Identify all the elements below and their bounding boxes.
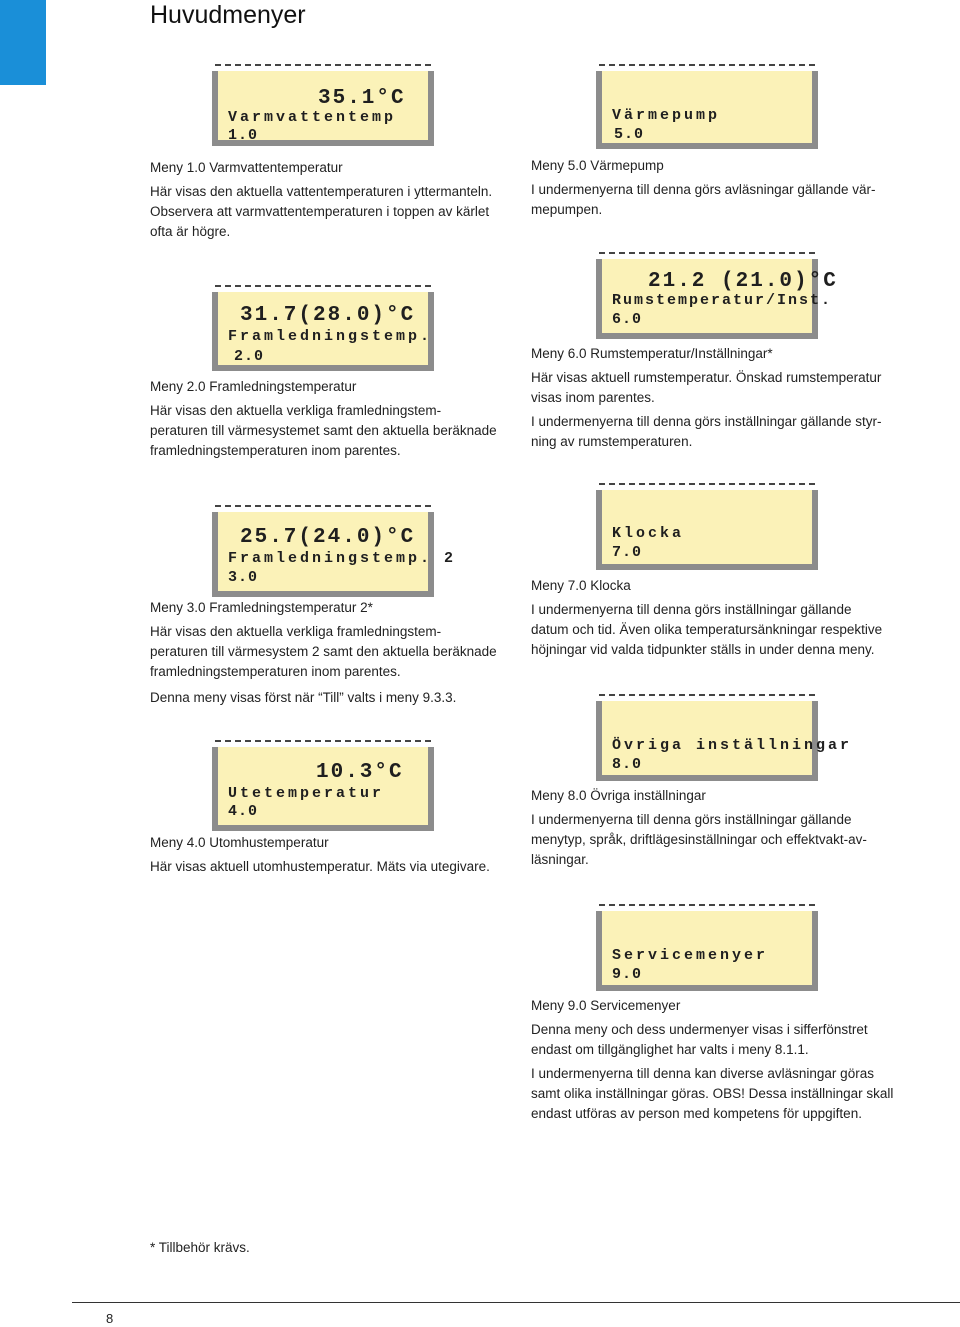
lcd-value: 21.2 (21.0)°C <box>648 270 838 293</box>
lcd-display-menu-3 <box>212 505 457 597</box>
text-line: I undermenyerna till denna görs inställningar gällande <box>531 812 852 827</box>
lcd-dashed-line <box>599 694 815 696</box>
section-menu-9 <box>531 996 931 1124</box>
section-title: Meny 1.0 Varmvattentemperatur <box>150 160 343 175</box>
lcd-menu-number: 8.0 <box>612 756 643 773</box>
lcd-menu-number: 5.0 <box>614 126 645 143</box>
section-title: Meny 9.0 Servicemenyer <box>531 998 681 1013</box>
lcd-display-menu-4 <box>212 740 434 831</box>
text-line: framledningstemperaturen inom parentes. <box>150 443 401 458</box>
section-text <box>150 857 520 877</box>
section-menu-7 <box>531 576 931 660</box>
lcd-label: Klocka <box>612 525 685 542</box>
section-text <box>531 1064 931 1124</box>
lcd-label: Utetemperatur <box>228 785 385 802</box>
text-line: Här visas den aktuella verkliga framledningstem- <box>150 403 442 418</box>
lcd-dashed-line <box>599 904 815 906</box>
lcd-label: Framledningstemp. <box>228 328 433 345</box>
text-line: I undermenyerna till denna kan diverse avläsningar göras <box>531 1066 874 1081</box>
section-menu-4 <box>150 833 520 877</box>
section-text <box>531 600 931 660</box>
lcd-label: Övriga inställningar <box>612 737 853 754</box>
text-line: peraturen till värmesystemet samt den aktuella beräknade <box>150 423 497 438</box>
section-title: Meny 6.0 Rumstemperatur/Inställningar* <box>531 346 773 361</box>
lcd-display-menu-1 <box>212 64 434 146</box>
page-number: 8 <box>106 1311 114 1326</box>
section-menu-3 <box>150 598 520 712</box>
section-menu-2 <box>150 377 520 461</box>
lcd-value: 31.7(28.0)°C <box>240 304 416 327</box>
lcd-menu-number: 2.0 <box>234 348 265 365</box>
lcd-menu-number: 9.0 <box>612 966 643 983</box>
section-text <box>150 182 520 242</box>
section-title: Meny 2.0 Framledningstemperatur <box>150 379 357 394</box>
section-text <box>531 412 931 452</box>
section-menu-5 <box>531 156 931 220</box>
text-line: endast om tillgänglighet har valts i meny 8.1.1. <box>531 1042 809 1057</box>
lcd-menu-number: 7.0 <box>612 544 643 561</box>
lcd-dashed-line <box>215 64 431 66</box>
section-title: Meny 5.0 Värmepump <box>531 158 664 173</box>
lcd-label: Rumstemperatur/Inst. <box>612 292 833 309</box>
lcd-dashed-line <box>215 505 431 507</box>
lcd-display-menu-8 <box>596 694 853 781</box>
section-title: Meny 8.0 Övriga inställningar <box>531 788 706 803</box>
lcd-value: 35.1°C <box>318 87 406 110</box>
text-line: visas inom parentes. <box>531 390 655 405</box>
section-note: Denna meny visas först när “Till” valts i meny 9.3.3. <box>150 690 457 705</box>
lcd-label: Framledningstemp. 2 <box>228 550 457 567</box>
lcd-label: Värmepump <box>612 107 721 124</box>
lcd-value: 25.7(24.0)°C <box>240 526 416 549</box>
lcd-display-menu-7 <box>596 483 818 570</box>
page-heading: Huvudmenyer <box>150 1 306 29</box>
lcd-menu-number: 1.0 <box>228 127 259 144</box>
lcd-dashed-line <box>215 285 431 287</box>
lcd-menu-number: 6.0 <box>612 311 643 328</box>
lcd-display-menu-9 <box>596 904 818 991</box>
text-line: Här visas aktuell utomhustemperatur. Mäts via utegivare. <box>150 859 490 874</box>
section-menu-6 <box>531 344 931 452</box>
text-line: samt olika inställningar göras. OBS! Dessa inställningar skall <box>531 1086 894 1101</box>
text-line: mepumpen. <box>531 202 603 217</box>
text-line: höjningar vid valda tidpunkter ställs in under denna meny. <box>531 642 875 657</box>
footer-divider <box>72 1302 960 1303</box>
lcd-display-menu-6 <box>596 252 838 339</box>
section-text <box>531 1020 931 1060</box>
lcd-dashed-line <box>599 483 815 485</box>
text-line: Här visas den aktuella verkliga framledningstem- <box>150 624 442 639</box>
lcd-value: 10.3°C <box>316 761 404 784</box>
lcd-label: Servicemenyer <box>612 947 769 964</box>
text-line: ning av rumstemperaturen. <box>531 434 693 449</box>
section-title: Meny 3.0 Framledningstemperatur 2* <box>150 600 373 615</box>
section-title: Meny 4.0 Utomhustemperatur <box>150 835 329 850</box>
section-text <box>150 622 520 682</box>
text-line: Observera att varmvattentemperaturen i toppen av kärlet <box>150 204 490 219</box>
text-line: ofta är högre. <box>150 224 231 239</box>
lcd-display-menu-2 <box>212 285 434 371</box>
lcd-display-menu-5 <box>596 64 818 149</box>
text-line: Här visas den aktuella vattentemperaturen i yttermanteln. <box>150 184 493 199</box>
text-line: datum och tid. Även olika temperatursänkningar respektive <box>531 622 883 637</box>
lcd-menu-number: 4.0 <box>228 803 259 820</box>
text-line: I undermenyerna till denna görs inställningar gällande <box>531 602 852 617</box>
text-line: framledningstemperaturen inom parentes. <box>150 664 401 679</box>
section-menu-1 <box>150 158 520 242</box>
lcd-menu-number: 3.0 <box>228 569 259 586</box>
section-menu-8 <box>531 786 931 870</box>
footnote: * Tillbehör krävs. <box>150 1240 250 1255</box>
chapter-tab <box>0 0 46 85</box>
section-title: Meny 7.0 Klocka <box>531 578 631 593</box>
text-line: endast utföras av person med kompetens för uppgiften. <box>531 1106 862 1121</box>
section-text <box>150 401 520 461</box>
section-text <box>531 180 931 220</box>
text-line: peraturen till värmesystem 2 samt den aktuella beräknade <box>150 644 497 659</box>
text-line: menytyp, språk, driftlägesinställningar och effektvakt-av- <box>531 832 867 847</box>
section-text <box>531 810 931 870</box>
text-line: läsningar. <box>531 852 589 867</box>
text-line: I undermenyerna till denna görs avläsningar gällande vär- <box>531 182 876 197</box>
lcd-dashed-line <box>599 64 815 66</box>
text-line: Denna meny och dess undermenyer visas i sifferfönstret <box>531 1022 868 1037</box>
lcd-dashed-line <box>599 252 815 254</box>
lcd-label: Varmvattentemp <box>228 109 397 126</box>
text-line: I undermenyerna till denna görs inställningar gällande styr- <box>531 414 882 429</box>
lcd-dashed-line <box>215 740 431 742</box>
section-text <box>531 368 931 408</box>
text-line: Här visas aktuell rumstemperatur. Önskad rumstemperatur <box>531 370 882 385</box>
